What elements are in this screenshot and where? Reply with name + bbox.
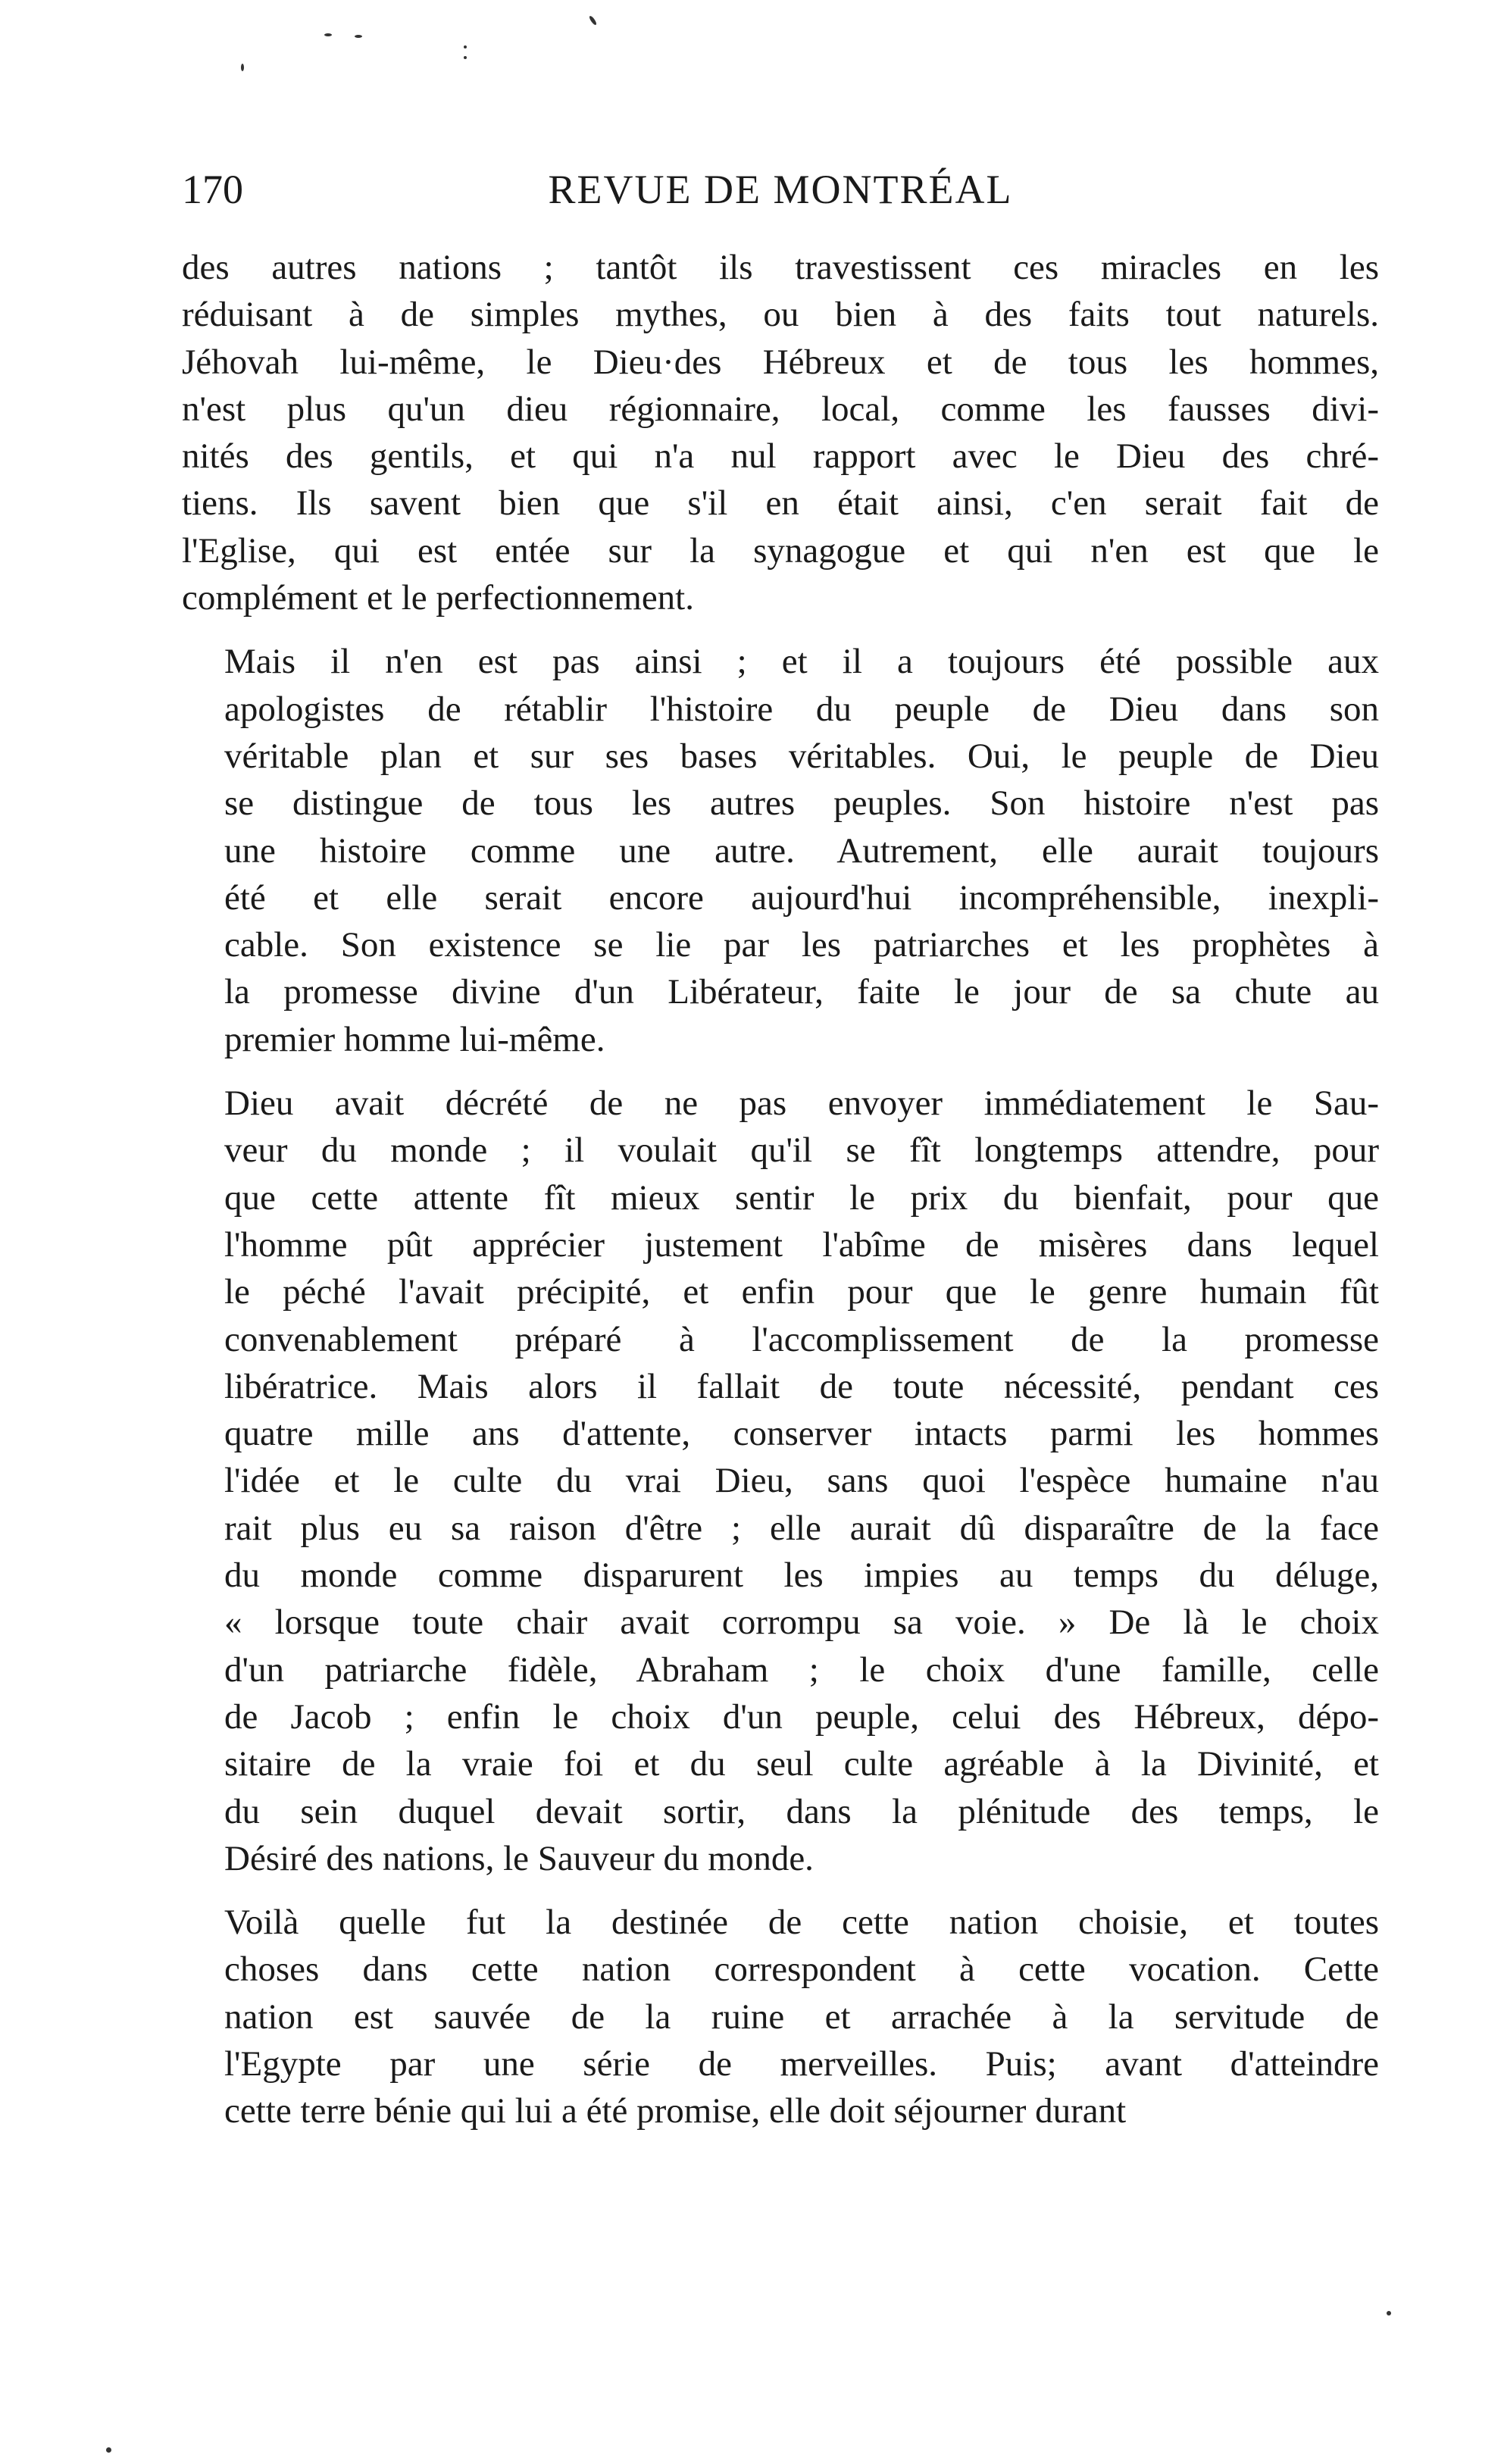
scan-speck	[106, 2447, 111, 2453]
text-line: Dieu avait décrété de ne pas envoyer immédiatement le Sau-	[224, 1083, 1379, 1124]
text-line: premier homme lui-même.	[224, 1019, 605, 1059]
text-line: cable. Son existence se lie par les patriarches et les prophètes à	[224, 925, 1379, 965]
text-line: que cette attente fît mieux sentir le prix du bienfait, pour que	[224, 1177, 1379, 1218]
text-line: de Jacob ; enfin le choix d'un peuple, celui des Hébreux, dépo-	[224, 1696, 1379, 1737]
text-line: été et elle serait encore aujourd'hui incompréhensible, inexpli-	[224, 877, 1379, 918]
scan-speck	[464, 45, 467, 48]
text-line: Mais il n'en est pas ainsi ; et il a toujours été possible aux	[224, 642, 1379, 682]
scan-speck	[464, 56, 467, 59]
text-line: l'Egypte par une série de merveilles. Puis; avant d'atteindre	[224, 2043, 1379, 2084]
page-number: 170	[182, 167, 243, 212]
text-line: cette terre bénie qui lui a été promise, elle doit séjourner durant	[224, 2091, 1127, 2131]
text-line: du sein duquel devait sortir, dans la plénitude des temps, le	[224, 1791, 1379, 1831]
text-line: des autres nations ; tantôt ils travestissent ces miracles en les	[182, 248, 1379, 287]
paragraph	[182, 638, 1379, 1063]
text-line: « lorsque toute chair avait corrompu sa voie. » De là le choix	[224, 1603, 1379, 1643]
text-line: véritable plan et sur ses bases véritables. Oui, le peuple de Dieu	[224, 736, 1379, 776]
scan-speck	[355, 35, 362, 38]
text-line: d'un patriarche fidèle, Abraham ; le choix d'une famille, celle	[224, 1649, 1379, 1690]
text-line: l'idée et le culte du vrai Dieu, sans quoi l'espèce humaine n'au	[224, 1461, 1379, 1501]
text-line: quatre mille ans d'attente, conserver intacts parmi les hommes	[224, 1414, 1379, 1454]
text-line: rait plus eu sa raison d'être ; elle aurait dû disparaître de la face	[224, 1508, 1379, 1548]
text-line: Désiré des nations, le Sauveur du monde.	[224, 1838, 814, 1878]
text-line: l'homme pût apprécier justement l'abîme de misères dans lequel	[224, 1224, 1379, 1265]
paragraph	[182, 1080, 1379, 1882]
scan-speck	[324, 33, 332, 36]
page-header	[182, 159, 1379, 220]
text-line: réduisant à de simples mythes, ou bien à des faits tout naturels.	[182, 295, 1379, 335]
text-line: tiens. Ils savent bien que s'il en était ainsi, c'en serait fait de	[182, 483, 1379, 524]
text-line: complément et le perfectionnement.	[182, 578, 694, 618]
text-line: nités des gentils, et qui n'a nul rapport avec le Dieu des chré-	[182, 436, 1379, 477]
paragraph	[182, 1899, 1379, 2134]
text-line: le péché l'avait précipité, et enfin pour que le genre humain fût	[224, 1272, 1379, 1312]
scan-speck	[241, 64, 244, 71]
text-line: choses dans cette nation correspondent à cette vocation. Cette	[224, 1950, 1379, 1990]
text-line: veur du monde ; il voulait qu'il se fît longtemps attendre, pour	[224, 1130, 1379, 1171]
body-text	[182, 244, 1379, 2135]
text-line: nation est sauvée de la ruine et arrachée à la servitude de	[224, 1997, 1379, 2037]
running-title: REVUE DE MONTRÉAL	[548, 167, 1013, 212]
text-line: libératrice. Mais alors il fallait de toute nécessité, pendant ces	[224, 1366, 1379, 1406]
text-line: Jéhovah lui-même, le Dieu·des Hébreux et de tous les hommes,	[182, 342, 1379, 382]
text-line: l'Eglise, qui est entée sur la synagogue et qui n'en est que le	[182, 530, 1379, 571]
text-line: apologistes de rétablir l'histoire du peuple de Dieu dans son	[224, 689, 1379, 729]
paragraph	[182, 244, 1379, 621]
text-line: sitaire de la vraie foi et du seul culte agréable à la Divinité, et	[224, 1744, 1379, 1784]
text-line: la promesse divine d'un Libérateur, faite le jour de sa chute au	[224, 972, 1379, 1012]
text-line: Voilà quelle fut la destinée de cette nation choisie, et toutes	[224, 1903, 1379, 1943]
book-page	[182, 0, 1379, 2464]
text-line: n'est plus qu'un dieu régionnaire, local, comme les fausses divi-	[182, 389, 1379, 429]
scan-speck	[1387, 2311, 1391, 2315]
text-line: se distingue de tous les autres peuples. Son histoire n'est pas	[224, 783, 1379, 824]
text-line: convenablement préparé à l'accomplissement de la promesse	[224, 1319, 1379, 1359]
text-line: une histoire comme une autre. Autrement, elle aurait toujours	[224, 830, 1379, 871]
text-line: du monde comme disparurent les impies au temps du déluge,	[224, 1556, 1379, 1596]
